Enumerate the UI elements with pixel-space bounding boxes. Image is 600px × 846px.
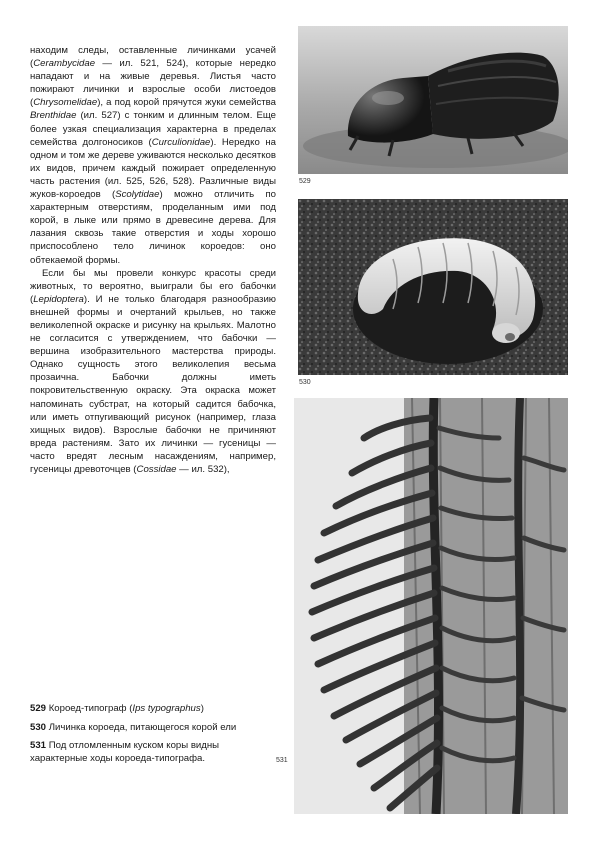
latin-term: Chrysomelidae (33, 97, 98, 109)
caption-number: 530 (30, 721, 47, 733)
figure-number-531: 531 (276, 757, 288, 764)
latin-term: Curculionidae (151, 136, 211, 148)
latin-term: Scolytidae (115, 189, 160, 201)
text-run: Если бы мы провели конкурс красоты среди животных, то вероятно, выиграли бы его бабочки ( (30, 267, 276, 305)
figure-531-galleries-photo (294, 398, 568, 814)
larva-image (298, 199, 568, 375)
figure-530-larva-photo (298, 199, 568, 375)
text-run: ), а под корой прячутся жуки семейства (97, 97, 276, 109)
text-run: находим следы, оставленные личинками усачей ( (30, 45, 276, 70)
caption-text: Личинка короеда, питающегося корой ели (48, 721, 237, 733)
paragraph-1 (30, 44, 276, 267)
latin-term: Cerambycidae (33, 58, 96, 70)
text-run: (ил. 527) с тонким и длинным телом. Еще более узкая специализация характерна в пределах семейства долгоносиков ( (30, 110, 276, 148)
caption-530 (30, 722, 270, 735)
caption-text: Короед-типограф ( (48, 703, 133, 714)
galleries-image (294, 398, 568, 814)
caption-tail: ) (200, 703, 204, 714)
latin-term: Brenthidae (30, 110, 77, 122)
figure-number-530: 530 (299, 379, 311, 386)
caption-number: 531 (30, 740, 47, 751)
caption-latin: Ips typographus (132, 703, 201, 714)
caption-text: Под отломленным куском коры видны характерные ходы короеда-типографа. (30, 740, 220, 764)
text-run: — ил. 521, 524), которые нередко нападают и на живые деревья. Листья часто пожирают личинки и взрослые особи листоедов ( (30, 58, 276, 109)
text-run: — ил. 532), (176, 464, 230, 475)
latin-term: Lepidoptera (33, 293, 84, 305)
body-text-column (30, 44, 276, 476)
caption-531 (30, 740, 270, 765)
figure-captions (30, 703, 270, 771)
beetle-image (298, 26, 568, 174)
caption-number: 529 (30, 703, 47, 714)
text-run: ) можно отличить по характерным отверстиям, проделанным ими под корой, в лыке или прямо в древесине дерева. Для лазания сквозь такие отверстия и ходы хорошо приспособлено тело личинок короедов: оно обтекаемой формы. (30, 189, 276, 266)
latin-term: Cossidae (136, 464, 177, 475)
figure-number-529: 529 (299, 178, 311, 185)
paragraph-2 (30, 267, 276, 477)
text-run: ). И не только благодаря разнообразию внешней формы и очертаний крыльев, но также великолепной окраске и рисунку на крыльях. Малотно не согласится с утверждением, что бабочки — вершина изобразительного мастерства природы. Однако сущность этого великолепия весьма прозаична. Бабочки должны иметь покровительственную окраску. Эта окраска может напоминать субстрат, на который садится бабочка, или иметь отпугивающий рисунок (например, глаза хищных видов). Взрослые бабочки не причиняют вреда растениям. Зато их личинки — гусеницы — часто вредят лесным насаждениям, например, гусеницы древоточцев ( (30, 293, 276, 475)
caption-529 (30, 703, 270, 716)
text-run: ). Нередко на одном и том же дереве уживаются несколько десятков их видов, причем каждый пожирает определенную часть растения (ил. 525, 526, 528). Различные виды жуков-короедов ( (30, 136, 276, 201)
figure-529-beetle-photo (298, 26, 568, 174)
